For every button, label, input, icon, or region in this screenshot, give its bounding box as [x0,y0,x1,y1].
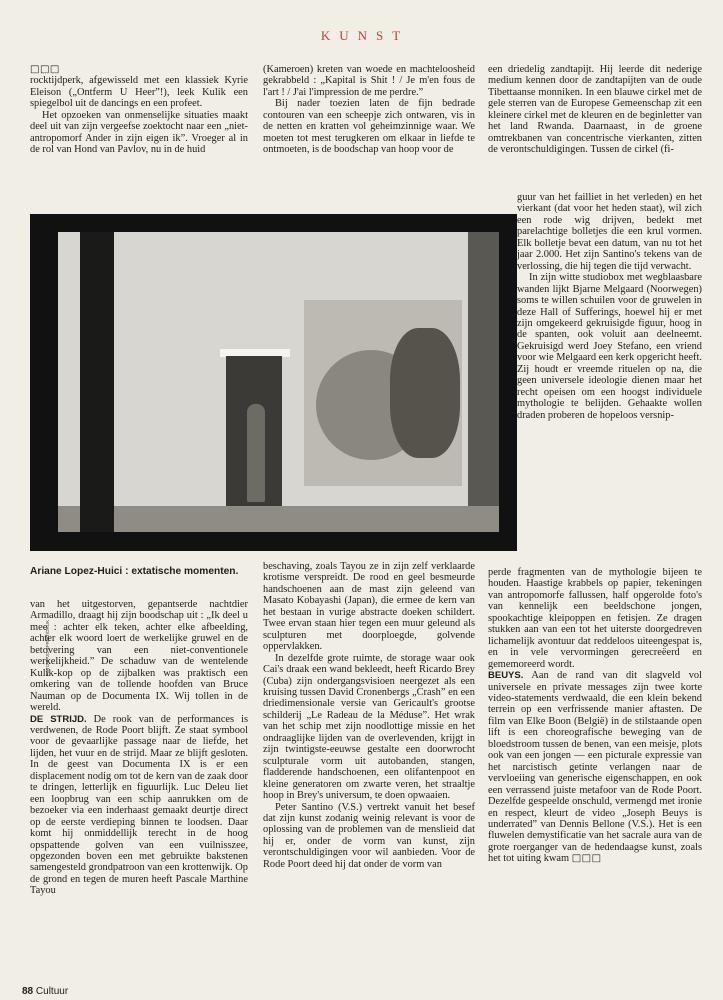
column-1-top [30,64,248,156]
col1-strijd-text: De rook van de performances is verdwenen, de Rode Poort blijft. Ze staat symbool voor de gevaarlijke passage naar de liefde, het lijden, het vuur en de strijd. Maar ze blijft gesloten. In de geest van Documenta IX is er een displacement nodig om tot de kern van de zaak door te dringen, letterlijk en figuurlijk. Luc Deleu liet een loopbrug van een schip aanrukken om de bezoeker via een inderhaast gemaakt deurtje direct op de eerste verdieping binnen te loodsen. Daar komt hij onmiddellijk terecht in de hoog opspattende golven van een vuilnisszee, opgezonden boven een met gebruikte bakstenen samengesteld grondpatroon van een krottenwijk. Op de grond en tegen de muren heeft Pascale Marthine Tayou [30,713,249,897]
photo-caption: Ariane Lopez-Huici : extatische momenten. [30,566,239,577]
visitor-figure [247,404,265,502]
subhead-strijd: DE STRIJD. [30,713,87,725]
column-2-top [263,64,475,156]
start-marks: □□□ [30,64,60,75]
col1-top-text: rocktijdperk, afgewisseld met een klassiek Kyrie Eleison („Ontferm U Heer”!), leek Kulik een spiegelbol uit de dancings en een profeet. [30,75,248,110]
col2-bottom-text: beschaving, zoals Tayou ze in zijn zelf verklaarde krotisme verspreidt. De rood en geel besmeurde handschoenen aan de mast zijn geleend van Masato Kobayashi (Japan), die ermee de kern van het bestaan in vurige abstracte doeken schildert. Twee ervan staan hier tegen een muur geleund als sculpturen met doorploegde, golvende oppervlakken. [263,561,475,653]
col1-bottom-text: van het uitgestorven, gepantserde nachtdier Armadillo, draagt hij zijn boodschap uit : „Ik deel u mee : achter elk teken, achter elke afbeelding, achter elk woord loert de werkelijke gruwel en de betovering van een niet-conventionele werkelijkheid.” De schaduw van de wentelende Kulik-kop op de zijbalken was praktisch een omkering van de tollende hoofden van Bruce Nauman op de Documenta IX. Wij tollen in de wereld. [30,599,248,714]
col1-paragraph-2: Het opzoeken van onmenselijke situaties maakt deel uit van zijn vergeefse zoektocht naar een „niet-antropomorf Ander in zijn eigen ik”. Vroeger al in de rol van Hond van Pavlov, nu in de huid [30,109,248,156]
photo-credit: FOTO'S: JO SPRIET/DRUK [45,619,50,676]
footer-label: Cultuur [35,986,69,997]
page-header [20,14,710,56]
column-3-top [488,64,702,192]
end-marks: □□□ [571,853,602,865]
col3-wrap-text: guur van het failliet in het verleden) en het vierkant (dat voor het heden staat), wil zich een rode wig drijven, bedekt met parelachtige bolletjes die een krul vormen. Elk bolletje bevat een datum, van nu tot het jaar 2.000. Het zijn Santino's tekens van de verlossing, die hij tegen die tijd verwacht. [517,192,702,272]
column-3-bottom [488,567,702,865]
col3-top-text: een driedelig zandtapijt. Hij leerde dit nederige medium kennen door de zandtapijten van de oude Tibettaanse monniken. In een blauwe cirkel met de gele sterren van de Europese Gemeenschap zit een kleinere cirkel met de kleuren en de beginletter van het land Rwanda. Daarnaast, in de groene omtrekbanen van concentrische vierkanten, zitten de verontschuldigingen. Tussen de cirkel (fi- [488,64,702,156]
column-3-wrap [517,192,702,421]
col2-paragraph-3: In dezelfde grote ruimte, de storage waar ook Cai's draak een wand bekleedt, heeft Ricardo Brey (Cuba) zijn ondergangsvisioen neergezet als een kruising tussen David Cronenbergs „Crash” en een driedimensionale versie van Gericault's grootse schilderij „Le Radeau de la Méduse”. Het wrak van het schip met zijn noodlottige missie en het ondraaglijke lijden van de overlevenden, krijgt in zijn twintigste-eeuwse gestalte een doorwrocht sculpturale vorm uit autobanden, stangen, fladderende handschoenen, een olifantenpoot en kleine generatoren om zwarte veren, het straaltje hoop in Brey's universum, te doen opwaaien. [263,652,475,802]
col2-paragraph-4: Peter Santino (V.S.) vertrekt vanuit het besef dat zijn kunst zodanig weinig relevant is voor de oplossing van de problemen van de menslieid dat hij er, onder de vorm van kunst, zijn verontschuldigingen voor wil aanbieden. Voor de Rode Poort deed hij dat onder de vorm van [263,801,475,870]
magazine-page [20,14,710,997]
col2-top-text: (Kameroen) kreten van woede en machteloosheid gekrabbeld : „Kapital is Shit ! / Je m'en fous de l'art ! / J'ai l'impression de me perdre.” [263,64,475,98]
page-number: 88 [22,986,34,997]
col2-paragraph-2: Bij nader toezien laten de fijn bedrade contouren van een scheepje zich ontwaren, vis in de netten en kratten vol geheimzinnige waar. We moeten tot mest terugkeren om elkaar in liefde te ontmoeten, is de boodschap van hoop voor de [263,98,475,156]
column-1-bottom [30,599,248,897]
column-2-bottom [263,561,475,870]
col3-paragraph-2: In zijn witte studiobox met wegblaasbare wanden lijkt Bjarne Melgaard (Noorwegen) soms te willen schuilen voor de gruwelen in deze Hall of Sufferings, hoewel hij er met zijn omgekeerd gekruisigde figuur, hoog in de spanten, ook voluit aan deelneemt. Gekruisigd werd Joey Stefano, een vriend voor wie Melgaard een kerk opgericht heeft. Zij houdt er vreemde rituelen op na, die geen universele ideologie dienen maar het recht opeisen om een hoogst individuele mythologie te belijden. Gehaakte wollen draden proberen de hopeloos versnip- [517,272,702,421]
page-footer [22,986,68,997]
photo-inset-sculpture [304,300,462,486]
col3-beuys-text: Aan de rand van dit slagveld vol universele en private messages zijn twee korte video-statements verdwaald, die een klein bekend terrein op een verfrissende manier aftasten. De film van Elke Boon (België) in de stilstaande open lift is een choreografische beweging van de bloedstroom tussen de benen, van een meisje, plots ook van een jongen — een picturale expressie van het narcistisch getinte verlangen naar de vervloeiing van generische eigenschappen, en ook een verrassend juiste metafoor van de Rode Poort. Dezelfde gespeelde onschuld, vermengd met ironie en respect, kleurt de video „Joseph Beuys is underrated” van Dennis Bellone (V.S.). Het is een fluwelen demystificatie van het sacrale aura van de grote roerganger van de hedendaagse kunst, zoals het tot uiting kwam [488,670,702,865]
section-title: KUNST [320,28,410,43]
col3-bottom-text: perde fragmenten van de mythologie bijeen te houden. Haastige krabbels op papier, tekeningen van antropomorfe fallussen, half opgerolde foto's van kennelijk een beeldschone jongen, spookachtige kleipoppen en fetisjen. Ze dragen stukken aan van een tot het uiterste doorgedreven lichamelijk avontuur dat reddeloos uiteengespat is, en in vele vervormingen gerecreëerd en gememoreerd wordt. [488,567,702,670]
subhead-beuys: BEUYS. [488,670,524,682]
